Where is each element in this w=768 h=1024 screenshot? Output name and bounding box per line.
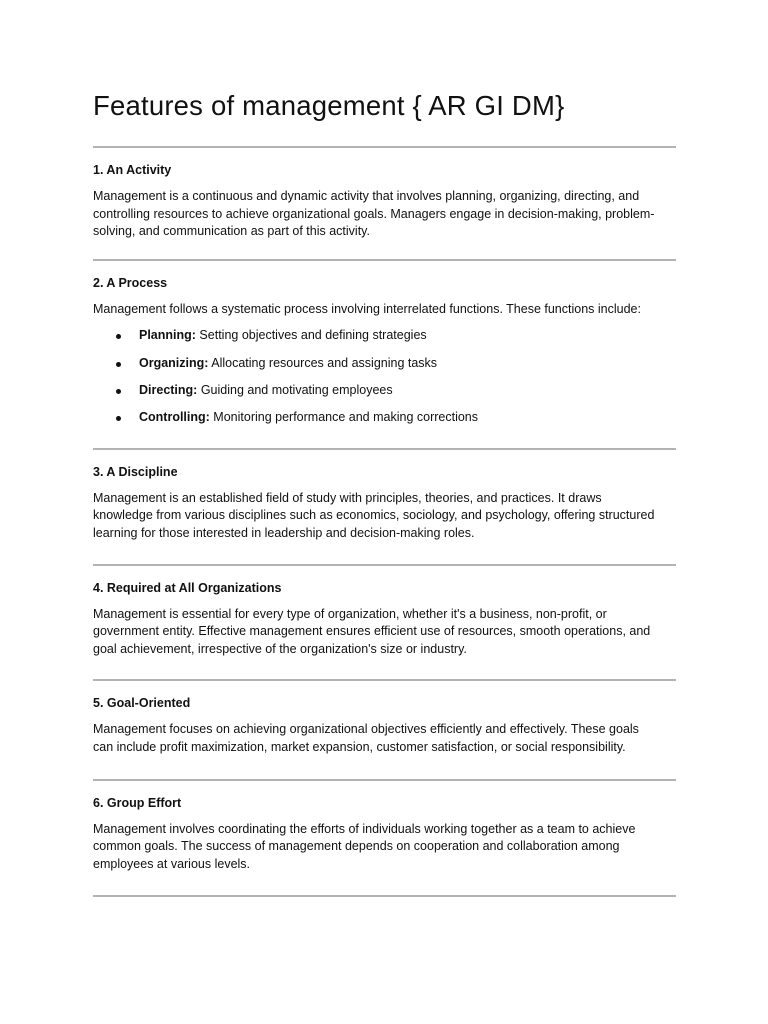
section-heading: 4. Required at All Organizations <box>93 580 282 595</box>
list-item-text: Guiding and motivating employees <box>197 382 393 397</box>
body-line: learning for those interested in leadership and decision-making roles. <box>93 526 475 540</box>
section-divider <box>93 895 676 897</box>
section-body <box>93 490 676 543</box>
section-body <box>93 301 676 319</box>
bullet-icon <box>116 416 121 421</box>
bullet-icon <box>116 362 121 367</box>
list-item-text: Setting objectives and defining strategies <box>195 328 427 343</box>
section-group-effort <box>93 781 676 874</box>
section-a-process <box>93 261 676 427</box>
document-page <box>93 0 676 897</box>
section-heading: 6. Group Effort <box>93 795 182 810</box>
body-line: Management follows a systematic process involving interrelated functions. These functions include: <box>93 301 641 316</box>
body-line: employees at various levels. <box>93 856 251 871</box>
list-item-term: Organizing: <box>139 355 209 370</box>
body-line: can include profit maximization, market expansion, customer satisfaction, or social responsibility. <box>93 739 626 754</box>
list-item <box>93 409 676 427</box>
section-goal-oriented <box>93 681 676 756</box>
body-line: government entity. Effective management ensures efficient use of resources, smooth operations, and <box>93 624 651 639</box>
list-item-text: Monitoring performance and making corrections <box>209 410 479 425</box>
body-line: solving, and communication as part of this activity. <box>93 224 370 239</box>
list-item-term: Controlling: <box>139 410 210 425</box>
list-item <box>93 355 676 373</box>
section-body <box>93 188 676 241</box>
list-item-term: Planning: <box>139 328 196 343</box>
list-item <box>93 382 676 400</box>
section-heading: 5. Goal-Oriented <box>93 696 191 711</box>
page-title: Features of management { AR GI DM} <box>93 90 565 121</box>
section-heading: 3. A Discipline <box>93 464 178 479</box>
section-an-activity <box>93 148 676 241</box>
list-item-term: Directing: <box>139 382 198 397</box>
functions-list <box>93 327 676 426</box>
section-a-discipline <box>93 450 676 543</box>
bullet-icon <box>116 389 121 394</box>
section-heading: 2. A Process <box>93 275 168 290</box>
body-line: common goals. The success of management depends on cooperation and collaboration among <box>93 839 620 854</box>
list-item-text: Allocating resources and assigning tasks <box>208 355 438 370</box>
section-heading: 1. An Activity <box>93 163 172 177</box>
body-line: controlling resources to achieve organizational goals. Managers engage in decision-making, problem- <box>93 206 655 221</box>
body-line: Management is essential for every type of organization, whether it's a business, non-profit, or <box>93 606 607 621</box>
body-line: Management involves coordinating the efforts of individuals working together as a team to achieve <box>93 821 636 836</box>
body-line: goal achievement, irrespective of the organization's size or industry. <box>93 641 467 656</box>
section-body <box>93 821 676 874</box>
body-line: Management is an established field of study with principles, theories, and practices. It draws <box>93 490 602 505</box>
body-line: Management is a continuous and dynamic activity that involves planning, organizing, directing, and <box>93 189 640 203</box>
body-line: knowledge from various disciplines such as economics, sociology, and psychology, offering structured <box>93 508 655 523</box>
section-required-at-all-organizations <box>93 566 676 659</box>
bullet-icon <box>116 334 121 339</box>
section-body <box>93 721 676 756</box>
section-body <box>93 606 676 659</box>
body-line: Management focuses on achieving organizational objectives efficiently and effectively. These goals <box>93 722 639 737</box>
list-item <box>93 327 676 345</box>
